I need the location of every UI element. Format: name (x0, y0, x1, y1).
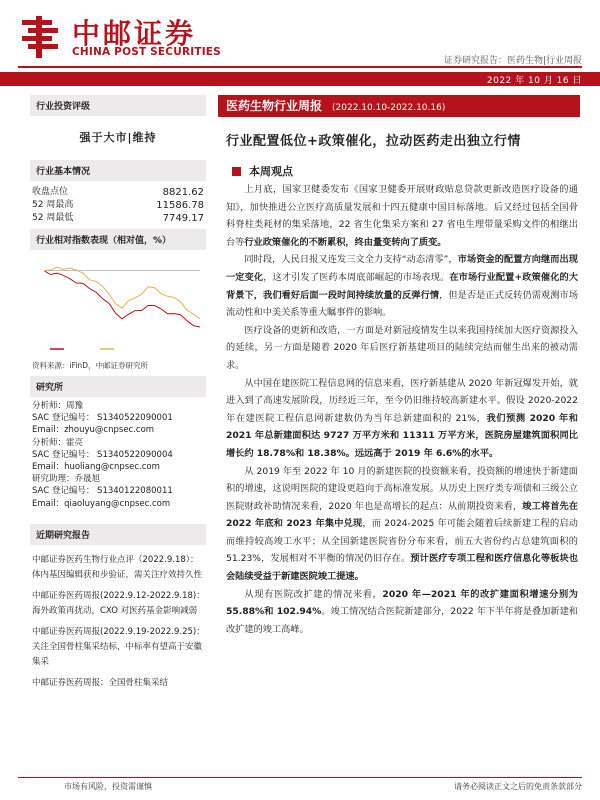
body-text (218, 179, 580, 638)
analyst-line: 研究助理：乔晟旭 (32, 474, 101, 485)
basics-value: 11586.78 (156, 200, 204, 211)
risk-disclaimer: 市场有风险，投资需谨慎 (64, 782, 152, 791)
report-header (0, 0, 600, 90)
paragraph-text: 。竣工情况结合医院新建部分，2022 年下半年将是叠加新建和改扩建的竣工高峰。 (226, 606, 578, 635)
recent-report-item[interactable]: 中邮证券医药生物行业点评（2022.9.18）：体内基因编辑获和步验证，需关注疗效持久性 (32, 554, 203, 580)
analysts-section-title: 研究所 (30, 376, 206, 397)
analyst-email[interactable]: Email：qiaoluyang@cnpsec.com (32, 498, 171, 509)
emphasis-text: 在市场行业配置+政策催化的大背景下，我们看好后面一段时间持续放量的反弹行情 (226, 271, 579, 301)
report-headline: 行业配置低位+政策催化，拉动医药走出独立行情 (226, 134, 521, 149)
basics-row (30, 212, 206, 225)
basics-label: 收盘点位 (32, 187, 69, 197)
analyst-line: SAC 登记编号： S1340122080011 (32, 486, 173, 497)
chart-source: 资料来源：iFinD，中邮证券研究所 (32, 361, 148, 370)
china-post-logo-icon (18, 14, 64, 62)
performance-chart-svg (30, 252, 206, 357)
main-content (218, 95, 580, 638)
header-divider (18, 66, 582, 68)
paragraph-text: 从 2019 年至 2022 年 10 月的新建医院的投资额来看，投资额的增速快于新建面积的增速，这说明医院的建设更趋向于高标准发展。从历史上医疗类专项债和三级公立医院财政补助情况来看，2020 年也是高增长的起点：从前期投资来看， (226, 465, 578, 512)
emphasis-text: 市场资金的配置方向继而出现一定变化 (226, 254, 578, 283)
recent-report-item[interactable]: 中邮证券医药周报：全国骨柱集采结 (32, 677, 169, 688)
body-paragraph (226, 251, 578, 321)
paragraph-text: ，但是否是正式反转仍需观测市场流动性和中美关系等重大瞩事件的影响。 (226, 289, 579, 319)
analyst-email[interactable]: Email：zhouyu@cnpsec.com (32, 425, 155, 436)
emphasis-text: 预计医疗专项工程和医疗信息化等板块也会陆续受益于新建医院竣工提速。 (226, 553, 578, 583)
legal-disclaimer: 请务必阅读正文之后的免责条款部分 (454, 782, 582, 791)
viewpoint-title: 本周观点 (249, 165, 293, 178)
basics-label: 52 周最高 (32, 200, 74, 210)
relative-performance-chart (30, 252, 206, 357)
footer-divider (18, 777, 582, 778)
basics-list (30, 181, 206, 229)
analyst-line: 分析师：霍亮 (32, 437, 84, 448)
paragraph-text: 上月底，国家卫健委发布《国家卫健委开展财政贴息贷款更新改造医疗设备的通知》，加快推进公立医疗高质量发展和十四五健康中国目标落地。后又经过包括全国骨科脊柱类耗材的集采落地，22 省生化集采方案和 27 省电生理带量采购文件的相继出台等 (226, 184, 578, 248)
viewpoint-heading (218, 163, 580, 179)
basics-label: 52 周最低 (32, 213, 74, 223)
analyst-list (30, 397, 206, 510)
paragraph-text: 同时段，人民日报又连发三文全力支持“动态清零”， (244, 254, 458, 266)
recent-report-item[interactable]: 中邮证券医药周报(2022.9.12-2022.9.18)：海外政策再扰动，CXO 对医药基金影响减弱 (32, 590, 205, 616)
body-paragraph (226, 463, 578, 586)
basics-section-title: 行业基本情况 (30, 160, 206, 181)
emphasis-text: 行业政策催化的不断累积，终由量变转向了质变。 (244, 236, 447, 248)
recent-reports (30, 524, 206, 691)
report-date: 2022 年 10 月 16 日 (486, 76, 582, 86)
analyst-line: SAC 登记编号： S1340522090001 (32, 413, 173, 424)
brand-name-en: CHINA POST SECURITIES (72, 46, 221, 58)
basics-value: 7749.17 (162, 213, 204, 224)
sector-date-range: (2022.10.10-2022.10.16) (332, 103, 446, 113)
brand-name-cn: 中邮证券 (72, 17, 197, 50)
basics-row (30, 199, 206, 212)
bullet-square-icon (232, 167, 241, 176)
paragraph-text: 从现有医院改扩建的情况来看， (244, 588, 383, 600)
basics-value: 8821.62 (162, 187, 204, 198)
body-paragraph (226, 586, 578, 639)
analyst-line: 分析师：周豫 (32, 401, 84, 411)
body-paragraph (226, 322, 578, 375)
investment-rating: 强于大市|维持 (79, 131, 157, 144)
industry-basics (30, 160, 206, 229)
paragraph-text: 从中国在建医院工程信息网的信息来看，医疗新基建从 2020 年新冠爆发开始，就进入到了高速发展阶段，历经近三年，至今仍旧维持较高新建水平。假设 2020-2022 年在建医院工程信息网新建数仍为当年总新建面积的 21%， (226, 377, 578, 424)
recent-report-item[interactable]: 中邮证券医药周报(2022.9.19-2022.9.25)：关注全国骨柱集采结标，中标率有望高于安徽集采 (32, 626, 205, 667)
sidebar (30, 95, 206, 697)
emphasis-text: 我们预测 2020 年和 2021 年总新建面积达 9727 万平方米和 11311 万平方米，医院房屋建筑面积同比增长约 18.78%和 18.38%。远远高于 2019 年 6.6%的水平。 (226, 412, 578, 459)
paragraph-text: ，这才引发了医药本周底部崛起的市场表现。 (263, 271, 450, 283)
sector-title: 医药生物行业周报 (226, 99, 323, 113)
performance-section-title: 行业相对指数表现（相对值，%） (30, 229, 206, 250)
paragraph-text: 医疗设备的更新和改造，一方面是对新冠疫情发生以来我国持续加大医疗资源投入的延续，另一方面是随着 2020 年后医疗新基建项目的陆续完结而催生出来的被动需求。 (226, 324, 578, 371)
body-paragraph (226, 181, 578, 251)
analyst-line: SAC 登记编号： S1340522090004 (32, 449, 173, 460)
emphasis-text: 竣工将首先在 2022 年底和 2023 年集中兑现 (226, 500, 578, 530)
basics-row (30, 186, 206, 199)
rating-section-title: 行业投资评级 (30, 95, 206, 116)
paragraph-text: ，而 2024-2025 年可能会随着后续新建工程的启动而维持较高竣工水平；从全国新建医院省份分布来看，前五大省份约占总建筑面积的 51.23%，发展相对不平衡的情况仍旧存在。 (226, 518, 578, 565)
emphasis-text: 2020 年—2021 年的改扩建面积增速分别为 55.88%和 102.94% (226, 588, 578, 618)
analyst-email[interactable]: Email：huoliang@cnpsec.com (32, 462, 160, 473)
sector-banner (218, 95, 580, 117)
series-line-2 (44, 267, 200, 319)
recent-report-list (30, 545, 206, 691)
body-paragraph (226, 375, 578, 463)
report-type-tag: 证券研究报告：医药生物|行业周报 (443, 56, 582, 66)
recent-section-title: 近期研究报告 (30, 524, 206, 545)
